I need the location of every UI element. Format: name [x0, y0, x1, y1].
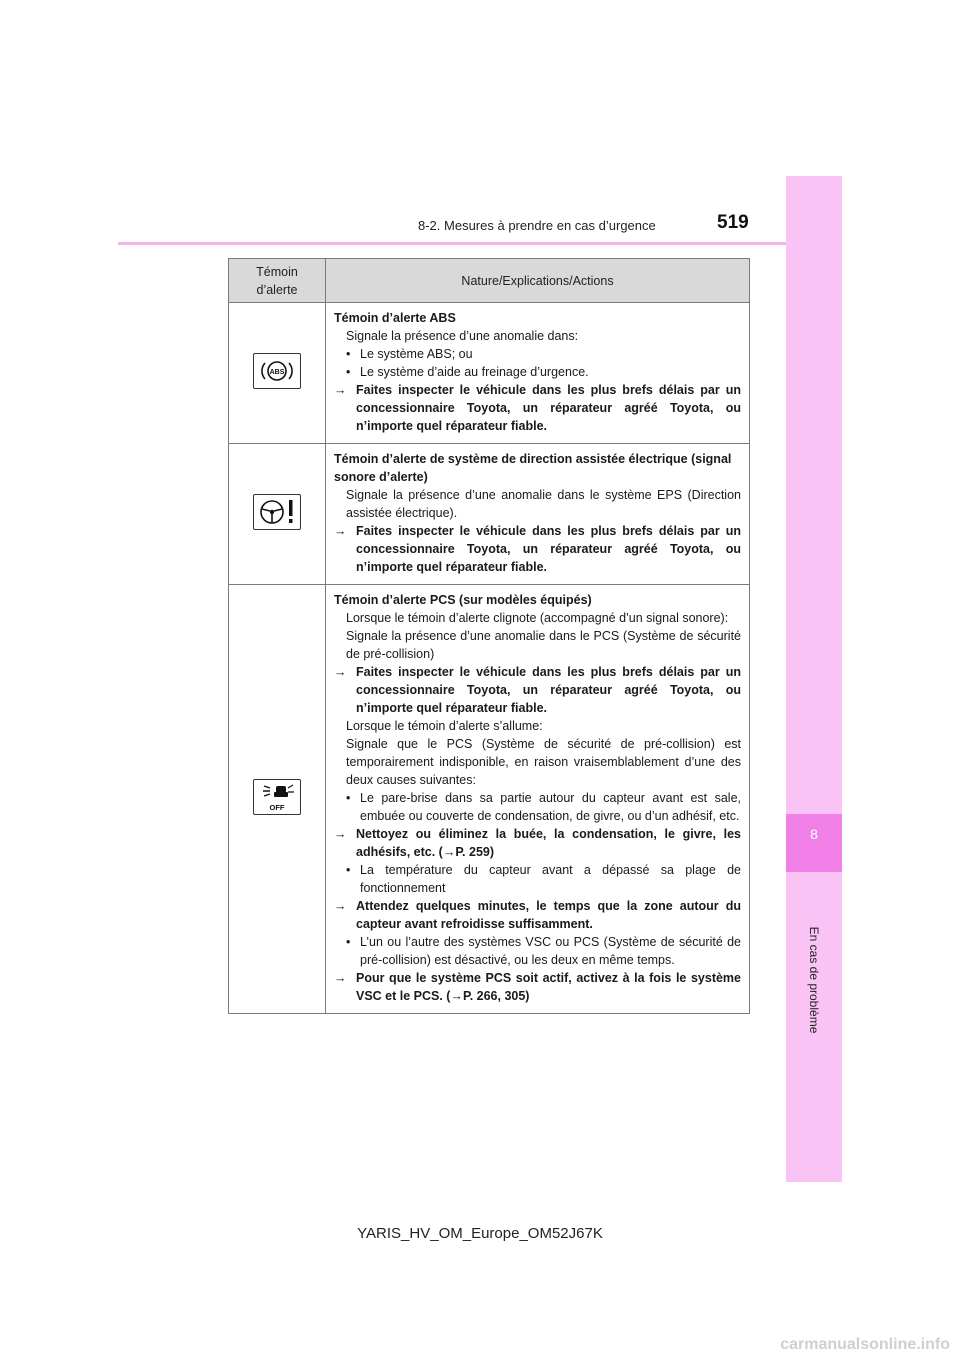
pcs-action: → Pour que le système PCS soit actif, activez à la fois le système VSC et le PCS. (→P. 266, 305)	[334, 971, 741, 1003]
description-cell	[326, 303, 750, 444]
pcs-action: → Nettoyez ou éliminez la buée, la condensation, le givre, les adhésifs, etc. (→P. 259)	[334, 827, 741, 859]
column-header-explanations: Nature/Explications/Actions	[326, 259, 750, 303]
pcs-action: → Faites inspecter le véhicule dans les plus brefs délais par un concessionnaire Toyota, un réparateur agréé Toyota, ou n’importe quel réparateur fiable.	[334, 665, 741, 715]
arrow-icon: →	[334, 827, 347, 841]
icon-cell	[229, 303, 326, 444]
steering-warning-icon	[253, 494, 301, 530]
table-row	[229, 444, 750, 585]
eps-action: → Faites inspecter le véhicule dans les plus brefs délais par un concessionnaire Toyota, un réparateur agréé Toyota, ou n’importe quel réparateur fiable.	[334, 524, 741, 574]
watermark-text[interactable]: carmanualsonline.info	[780, 1336, 950, 1353]
table-row	[229, 303, 750, 444]
arrow-icon: →	[334, 971, 347, 985]
description-cell	[326, 444, 750, 585]
abs-action: → Faites inspecter le véhicule dans les plus brefs délais par un concessionnaire Toyota, un réparateur agréé Toyota, ou n’importe quel réparateur fiable.	[334, 383, 741, 433]
eps-title: Témoin d’alerte de système de direction assistée électrique (signal sonore d’alerte)	[334, 452, 732, 484]
pcs-off-icon	[253, 779, 301, 815]
list-item: • L’un ou l’autre des systèmes VSC ou PCS (Système de sécurité de pré-collision) est désactivé, ou les deux en même temps.	[346, 935, 741, 967]
icon-cell	[229, 585, 326, 1014]
list-item: • Le pare-brise dans sa partie autour du capteur avant est sale, embuée ou couverte de condensation, de givre, ou d’un adhésif, etc.	[346, 791, 741, 823]
warning-lights-table	[228, 258, 750, 1014]
icon-cell	[229, 444, 326, 585]
arrow-icon: →	[334, 665, 347, 679]
page-number: 519	[717, 212, 749, 233]
pcs-paragraph: Lorsque le témoin d’alerte s’allume:	[346, 719, 543, 733]
eps-description: Signale la présence d’une anomalie dans le système EPS (Direction assistée électrique).	[346, 488, 741, 520]
table-row	[229, 585, 750, 1014]
arrow-icon: →	[334, 524, 347, 538]
chapter-number: 8	[810, 826, 818, 842]
header-divider	[118, 242, 786, 245]
svg-text:ABS: ABS	[269, 368, 285, 376]
table-header-row	[229, 259, 750, 303]
section-title: 8-2. Mesures à prendre en cas d’urgence	[418, 218, 656, 233]
abs-description: Signale la présence d’une anomalie dans:	[346, 329, 579, 343]
pcs-paragraph: Lorsque le témoin d’alerte clignote (accompagné d’un signal sonore):	[346, 611, 729, 625]
pcs-title: Témoin d’alerte PCS (sur modèles équipés)	[334, 593, 592, 607]
list-item: • Le système ABS; ou	[346, 347, 473, 361]
chapter-title: En cas de problème	[807, 926, 821, 1034]
list-item: • Le système d’aide au freinage d’urgence.	[346, 365, 589, 379]
document-code-footer: YARIS_HV_OM_Europe_OM52J67K	[357, 1225, 603, 1242]
pcs-paragraph: Signale que le PCS (Système de sécurité de pré-collision) est temporairement indisponible, en raison vraisemblablement d’une des deux causes suivantes:	[346, 737, 741, 787]
description-cell	[326, 585, 750, 1014]
column-header-warning-light: Témoin d’alerte	[229, 259, 326, 303]
pcs-action: → Attendez quelques minutes, le temps que la zone autour du capteur avant refroidisse suffisamment.	[334, 899, 741, 931]
arrow-icon: →	[334, 899, 347, 913]
list-item: • La température du capteur avant a dépassé sa plage de fonctionnement	[346, 863, 741, 895]
abs-title: Témoin d’alerte ABS	[334, 311, 456, 325]
chapter-tab-active[interactable]	[786, 814, 842, 872]
abs-warning-icon	[253, 353, 301, 389]
pcs-paragraph: Signale la présence d’une anomalie dans le PCS (Système de sécurité de pré-collision)	[346, 629, 741, 661]
arrow-icon: →	[334, 383, 347, 397]
svg-text:OFF: OFF	[269, 802, 285, 812]
